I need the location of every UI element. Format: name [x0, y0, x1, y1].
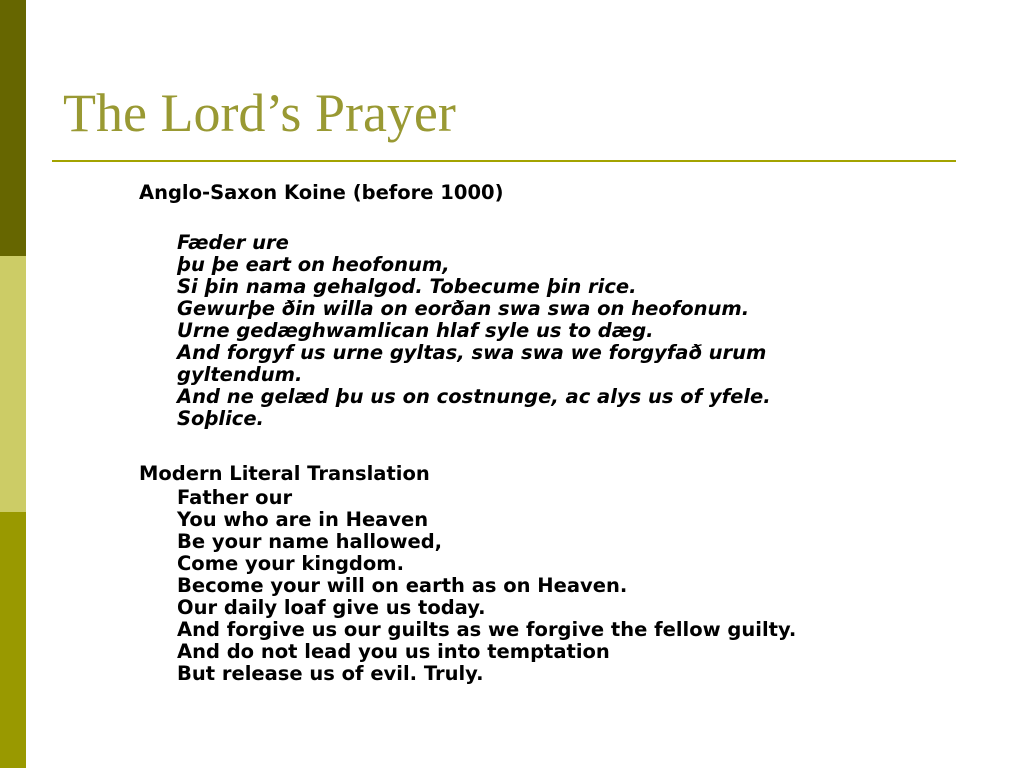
verse-line: And ne gelæd þu us on costnunge, ac alys us of yfele.: [177, 385, 771, 408]
sidebar-segment-middle: [0, 256, 26, 512]
verse-line: But release us of evil. Truly.: [177, 662, 484, 685]
verse-line: Come your kingdom.: [177, 552, 405, 575]
verse-line: gyltendum.: [177, 363, 303, 386]
section-heading-modern-translation: Modern Literal Translation: [139, 462, 430, 485]
verse-line: Gewurþe ðin willa on eorðan swa swa on heofonum.: [177, 297, 750, 320]
verse-line: You who are in Heaven: [177, 508, 429, 531]
slide-content: [139, 180, 999, 685]
verse-anglo-saxon: [177, 232, 999, 430]
verse-line: Be your name hallowed,: [177, 530, 443, 553]
verse-line: Fæder ure: [177, 231, 289, 254]
verse-line: And forgyf us urne gyltas, swa swa we forgyfað urum: [177, 341, 767, 364]
verse-line: And forgive us our guilts as we forgive the fellow guilty.: [177, 618, 797, 641]
verse-line: Become your will on earth as on Heaven.: [177, 574, 628, 597]
verse-line: þu þe eart on heofonum,: [177, 253, 450, 276]
sidebar-segment-bottom: [0, 512, 26, 768]
verse-modern-translation: [177, 487, 999, 685]
title-underline-rule: [52, 160, 956, 162]
sidebar-segment-top: [0, 0, 26, 256]
slide-title: The Lord’s Prayer: [63, 83, 456, 143]
verse-line: Our daily loaf give us today.: [177, 596, 486, 619]
section-heading-anglo-saxon: Anglo-Saxon Koine (before 1000): [139, 181, 504, 204]
verse-line: Father our: [177, 486, 293, 509]
verse-line: Soþlice.: [177, 407, 264, 430]
verse-line: And do not lead you us into temptation: [177, 640, 610, 663]
decorative-sidebar: [0, 0, 26, 768]
verse-line: Si þin nama gehalgod. Tobecume þin rice.: [177, 275, 637, 298]
verse-line: Urne gedæghwamlican hlaf syle us to dæg.: [177, 319, 654, 342]
